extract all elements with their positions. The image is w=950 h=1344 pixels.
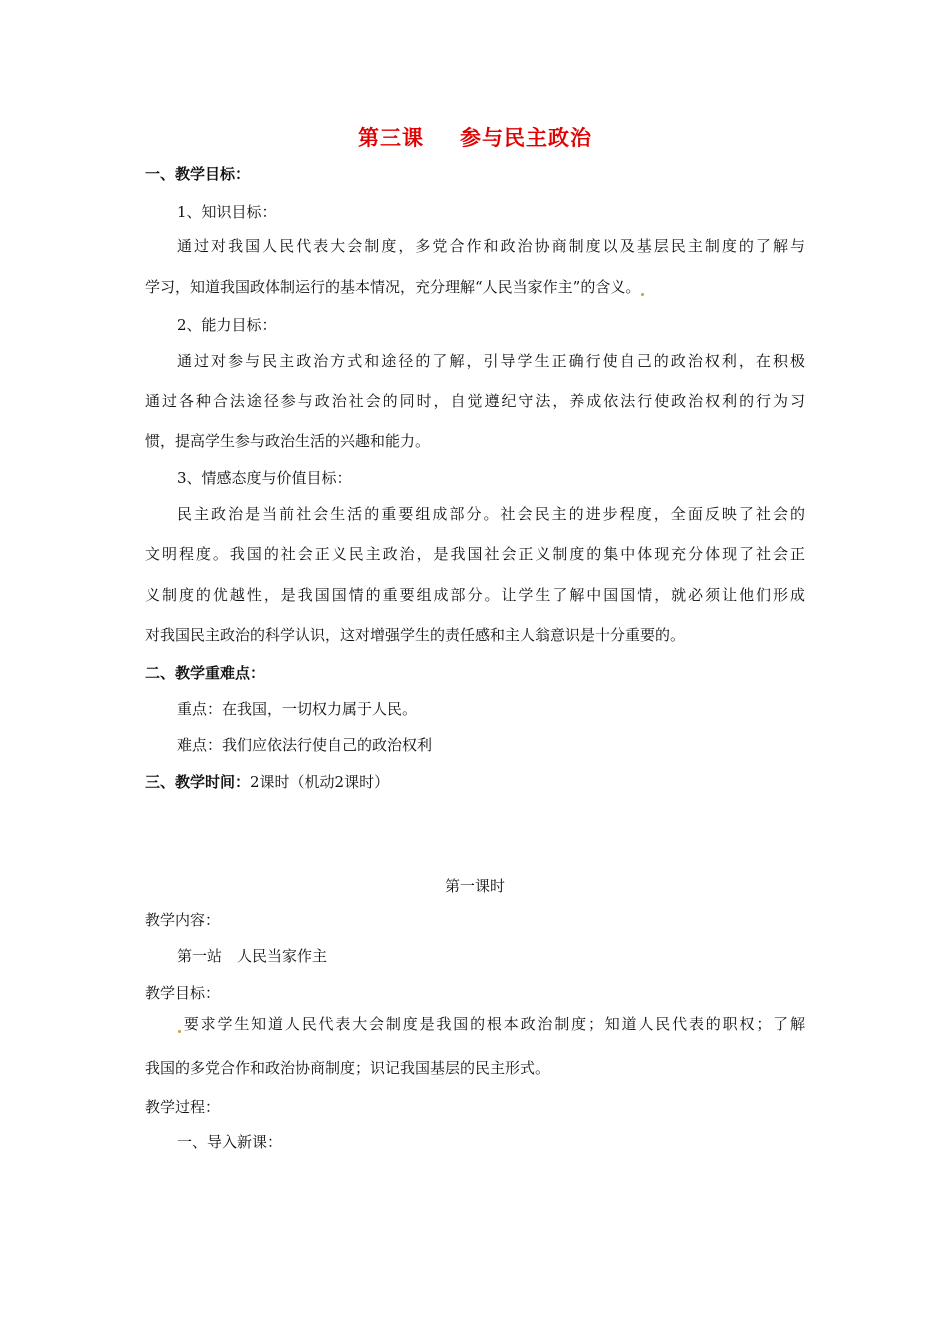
ability-goal-label: 2、能力目标： [177, 316, 277, 334]
knowledge-goal-text-2: 学习，知道我国政体制运行的基本情况，充分理解“人民当家作主”的含义。 [145, 276, 805, 298]
section-heading-goals: 一、教学目标： [145, 165, 251, 183]
goal-label: 教学目标： [145, 984, 221, 1002]
ability-goal-text-3: 惯，提高学生参与政治生活的兴趣和能力。 [145, 432, 431, 450]
ability-goal-text-1: 通过对参与民主政治方式和途径的了解，引导学生正确行使自己的政治权利，在积极 [177, 352, 805, 370]
key-point-text: 重点：在我国，一切权力属于人民。 [177, 700, 418, 718]
lesson-number: 第三课 [358, 126, 424, 150]
goal-text-1: 要求学生知道人民代表大会制度是我国的根本政治制度；知道人民代表的职权；了解 [177, 1013, 805, 1035]
difficulty-text: 难点：我们应依法行使自己的政治权利 [177, 736, 433, 754]
lesson-name: 参与民主政治 [460, 126, 592, 150]
emotion-goal-text-4: 对我国民主政治的科学认识，这对增强学生的责任感和主人翁意识是十分重要的。 [145, 626, 686, 644]
section-heading-time: 三、教学时间：2课时（机动2课时） [145, 773, 390, 791]
knowledge-goal-label: 1、知识目标： [177, 203, 277, 221]
emotion-goal-text-1: 民主政治是当前社会生活的重要组成部分。社会民主的进步程度，全面反映了社会的 [177, 505, 805, 523]
page-title [0, 122, 950, 152]
ability-goal-text-2: 通过各种合法途径参与政治社会的同时，自觉遵纪守法，养成依法行使政治权利的行为习 [145, 392, 805, 410]
emotion-goal-text-3: 义制度的优越性，是我国国情的重要组成部分。让学生了解中国国情，就必须让他们形成 [145, 586, 805, 604]
knowledge-goal-text-1: 通过对我国人民代表大会制度，多党合作和政治协商制度以及基层民主制度的了解与 [177, 237, 805, 255]
time-value: 2课时（机动2课时） [250, 773, 390, 791]
goal-text-2: 我国的多党合作和政治协商制度；识记我国基层的民主形式。 [145, 1059, 551, 1077]
section-heading-key-points: 二、教学重难点： [145, 664, 266, 682]
content-value: 第一站 人民当家作主 [177, 947, 328, 965]
emotion-goal-label: 3、情感态度与价值目标： [177, 469, 352, 487]
process-label: 教学过程： [145, 1098, 221, 1116]
content-label: 教学内容： [145, 911, 221, 929]
decorative-dot [641, 293, 644, 296]
intro-heading: 一、导入新课： [177, 1133, 283, 1151]
lesson-one-title: 第一课时 [444, 877, 505, 895]
emotion-goal-text-2: 文明程度。我国的社会正义民主政治，是我国社会正义制度的集中体现充分体现了社会正 [145, 545, 805, 563]
decorative-dot [178, 1030, 181, 1033]
